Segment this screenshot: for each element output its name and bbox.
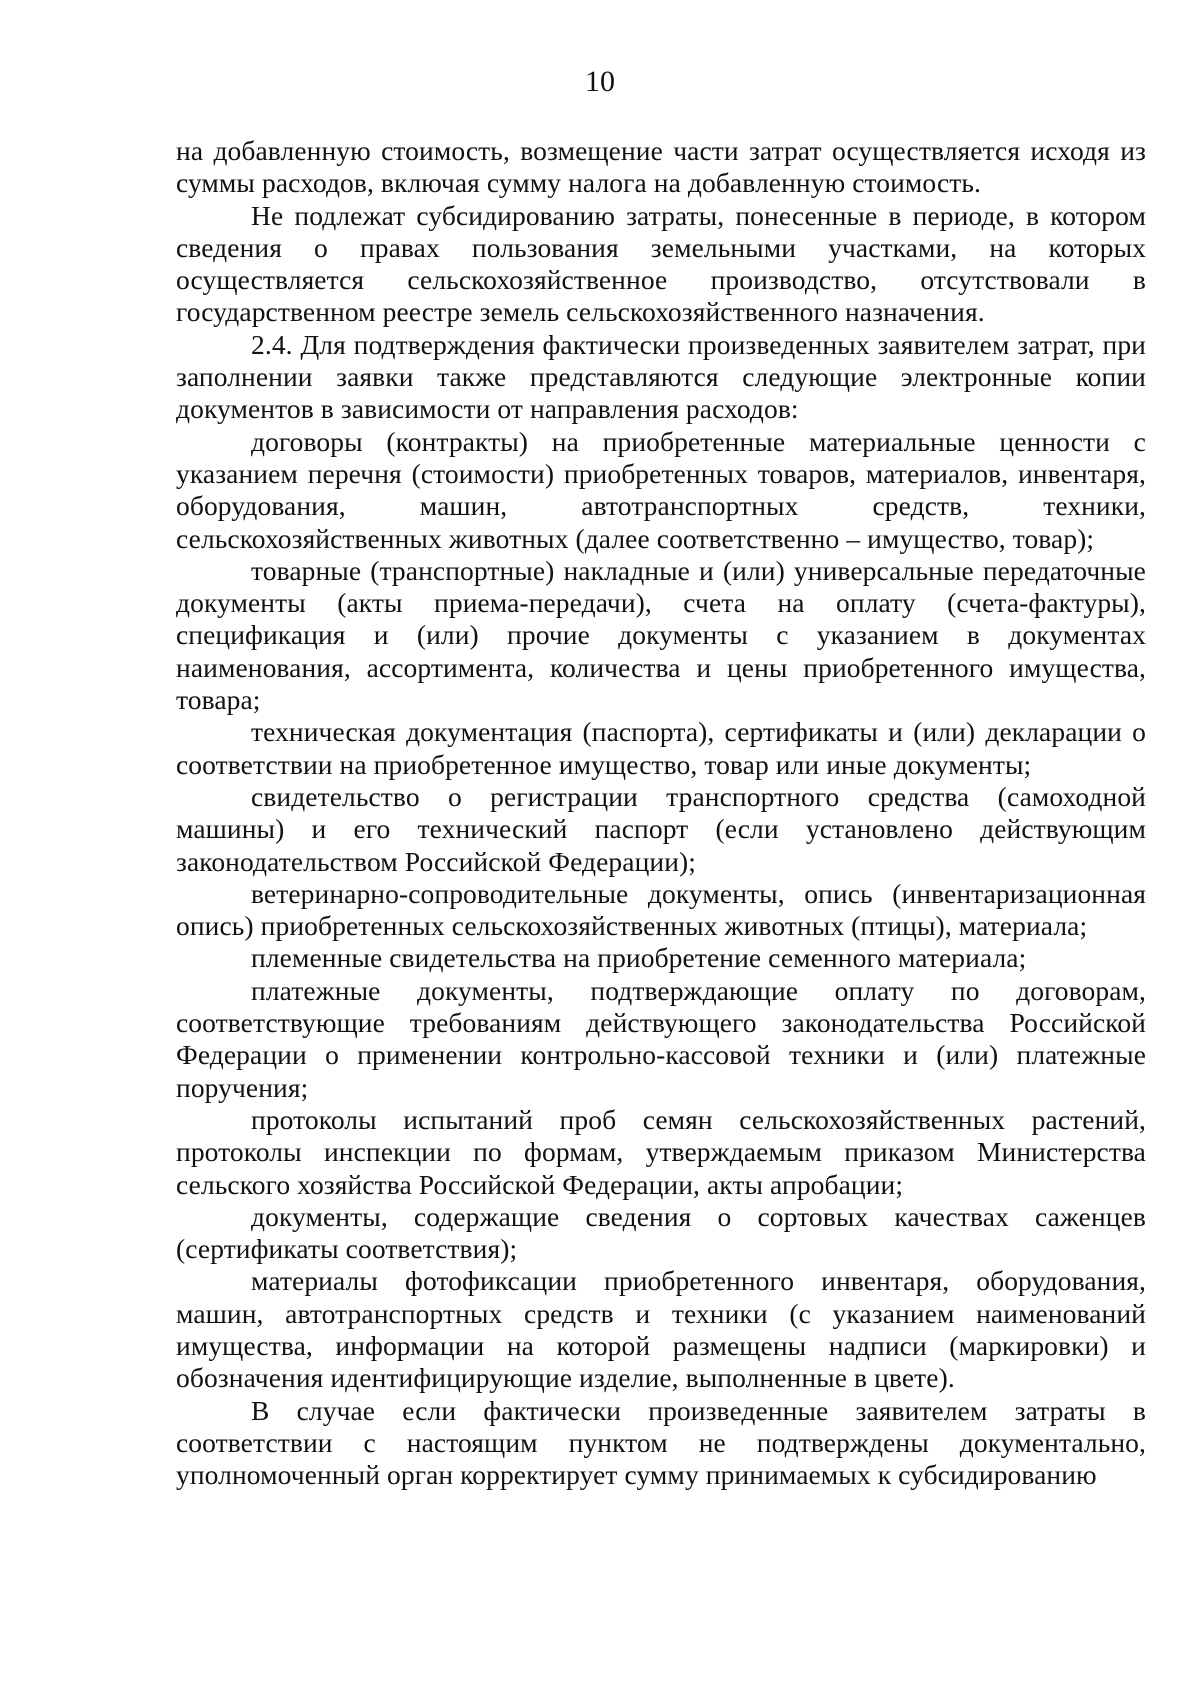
list-item-veterinary-docs: ветеринарно-сопроводительные документы, опись (инвентаризационная опись) приобретенных сельскохозяйственных животных (птицы), материала; <box>176 877 1146 942</box>
list-item-photo-materials: материалы фотофиксации приобретенного инвентаря, оборудования, машин, автотранспортных средств и техники (с указанием наименований имущества, информации на которой размещены надписи (маркировки) и обозначения идентифицирующие изделие, выполненные в цвете). <box>176 1265 1146 1394</box>
list-item-breeding-certificates: племенные свидетельства на приобретение семенного материала; <box>251 942 1027 974</box>
document-body <box>176 135 1146 1491</box>
paragraph-not-subsidized: Не подлежат субсидированию затраты, понесенные в периоде, в котором сведения о правах пользования земельными участками, на которых осуществляется сельскохозяйственное производство, отсутствовали в государственном реестре земель сельскохозяйственного назначения. <box>176 199 1146 328</box>
list-item-seedling-quality: документы, содержащие сведения о сортовых качествах саженцев (сертификаты соответствия); <box>176 1200 1146 1265</box>
list-item-contracts: договоры (контракты) на приобретенные материальные ценности с указанием перечня (стоимости) приобретенных товаров, материалов, инвентаря, оборудования, машин, автотранспортных средств, техники, сельскохозяйственных животных (далее соответственно – имущество, товар); <box>176 425 1146 554</box>
list-item-technical-docs: техническая документация (паспорта), сертификаты и (или) декларации о соответствии на приобретенное имущество, товар или иные документы; <box>176 716 1146 780</box>
list-item-payment-docs: платежные документы, подтверждающие оплату по договорам, соответствующие требованиям действующего законодательства Российской Федерации о применении контрольно-кассовой техники и (или) платежные поручения; <box>176 974 1146 1103</box>
page-number: 10 <box>585 65 615 98</box>
list-item-seed-test-protocols: протоколы испытаний проб семян сельскохозяйственных растений, протоколы инспекции по формам, утверждаемым приказом Министерства сельского хозяйства Российской Федерации, акты апробации; <box>176 1103 1146 1200</box>
paragraph-vat-continuation: на добавленную стоимость, возмещение части затрат осуществляется исходя из суммы расходов, включая сумму налога на добавленную стоимость. <box>176 135 1146 199</box>
paragraph-correction: В случае если фактически произведенные заявителем затраты в соответствии с настоящим пунктом не подтверждены документально, уполномоченный орган корректирует сумму принимаемых к субсидированию <box>176 1394 1146 1491</box>
list-item-vehicle-registration: свидетельство о регистрации транспортного средства (самоходной машины) и его технический паспорт (если установлено действующим законодательством Российской Федерации); <box>176 780 1146 877</box>
list-item-waybills: товарные (транспортные) накладные и (или) универсальные передаточные документы (акты приема-передачи), счета на оплату (счета-фактуры), спецификация и (или) прочие документы с указанием в документах наименования, ассортимента, количества и цены приобретенного имущества, товара; <box>176 554 1146 716</box>
paragraph-section-2-4: 2.4. Для подтверждения фактически произведенных заявителем затрат, при заполнении заявки также представляются следующие электронные копии документов в зависимости от направления расходов: <box>176 328 1146 425</box>
